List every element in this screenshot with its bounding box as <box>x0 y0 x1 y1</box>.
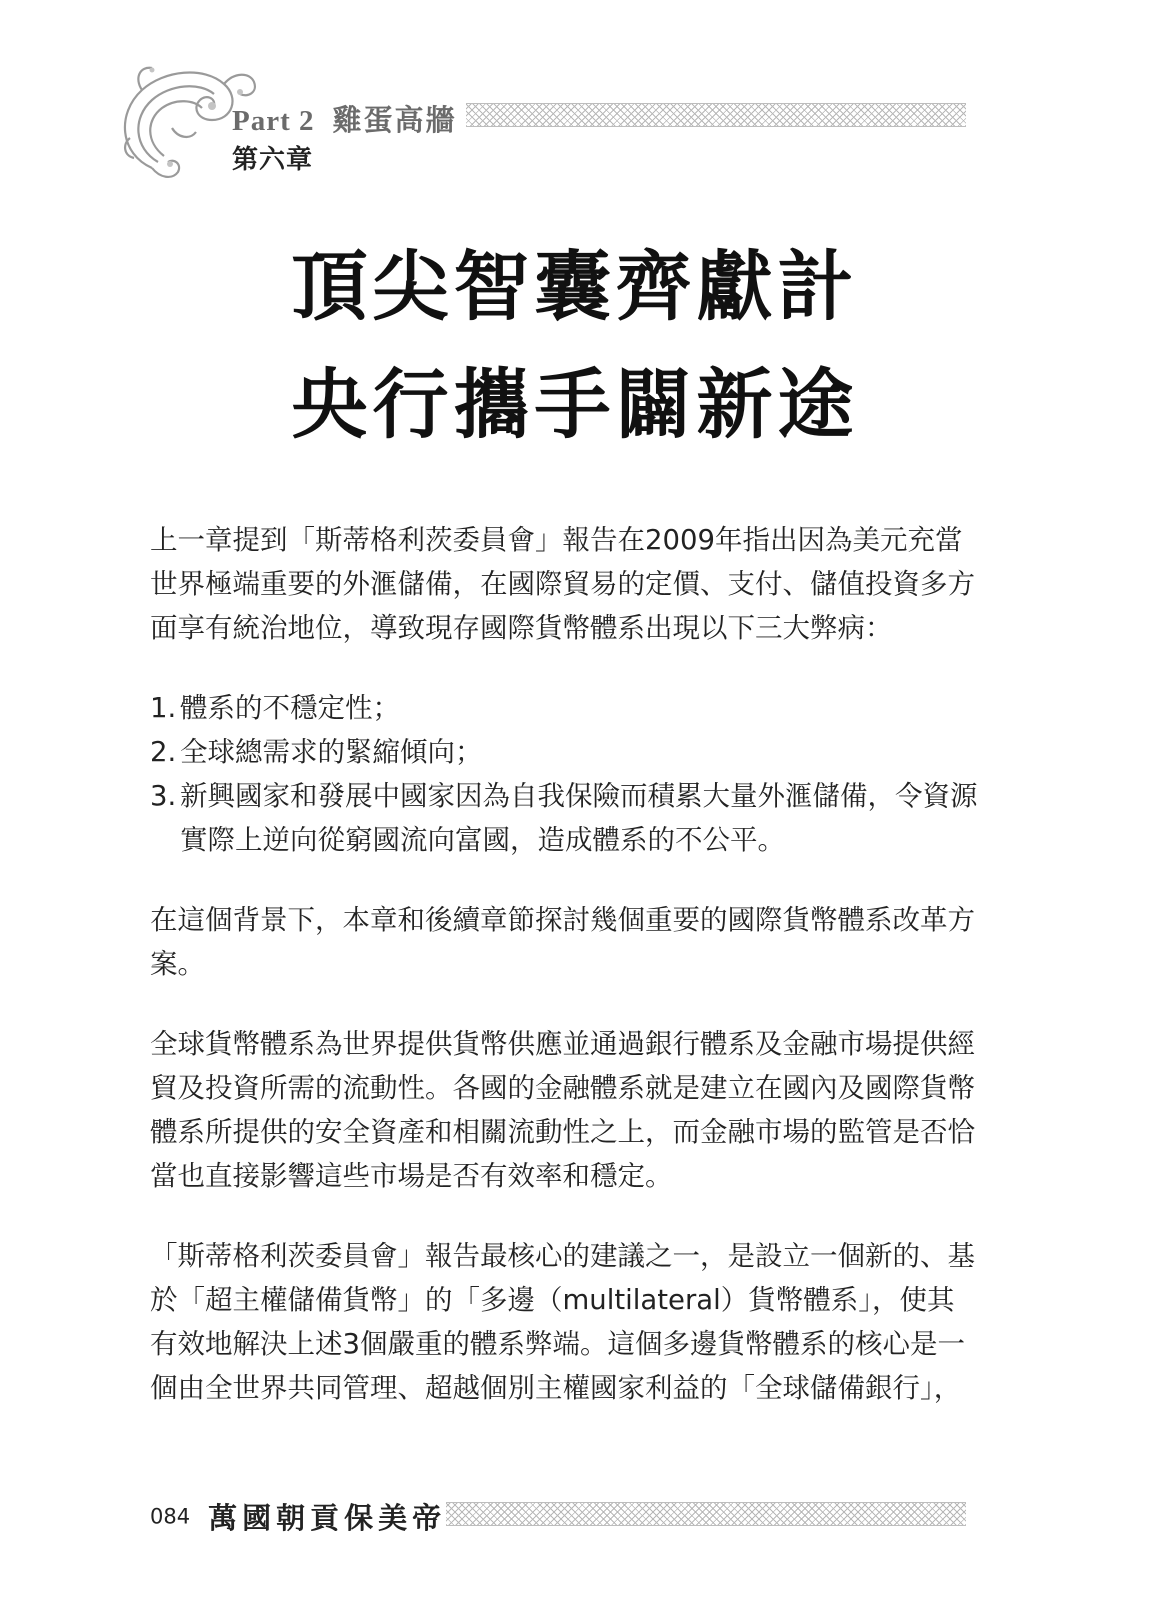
problem-list <box>150 686 980 862</box>
chapter-title-line-1: 頂尖智囊齊獻計 <box>291 242 859 331</box>
body-text <box>150 518 980 1446</box>
chapter-label: 第六章 <box>232 145 314 175</box>
paragraph-4: 「斯蒂格利茨委員會」報告最核心的建議之一，是設立一個新的、基於「超主權儲備貨幣」的「多邊（multilateral）貨幣體系」，使其有效地解決上述3個嚴重的體系弊端。這個多邊貨幣體系的核心是一個由全世界共同管理、超越個別主權國家利益的「全球儲備銀行」， <box>150 1240 975 1404</box>
list-item-number: 3. <box>150 780 177 812</box>
list-item-text: 全球總需求的緊縮傾向； <box>180 736 483 768</box>
list-item-text: 體系的不穩定性； <box>180 692 400 724</box>
list-item <box>150 774 980 862</box>
part-label: Part 2 <box>232 105 315 137</box>
paragraph-1: 上一章提到「斯蒂格利茨委員會」報告在2009年指出因為美元充當世界極端重要的外滙儲備，在國際貿易的定價、支付、儲值投資多方面享有統治地位，導致現存國際貨幣體系出現以下三大弊病： <box>150 524 975 644</box>
list-item <box>150 686 980 730</box>
list-item-number: 1. <box>150 692 177 724</box>
header-decorative-band <box>466 103 966 127</box>
chapter-title <box>0 228 1150 464</box>
chapter-title-line-2: 央行攜手闢新途 <box>291 360 859 449</box>
part-title: 雞蛋高牆 <box>332 103 457 137</box>
part-heading <box>232 98 457 139</box>
list-item-number: 2. <box>150 736 177 768</box>
page-number: 084 <box>150 1504 191 1529</box>
list-item <box>150 730 980 774</box>
paragraph-3: 全球貨幣體系為世界提供貨幣供應並通過銀行體系及金融市場提供經貿及投資所需的流動性。各國的金融體系就是建立在國內及國際貨幣體系所提供的安全資產和相關流動性之上，而金融市場的監管是否恰當也直接影響這些市場是否有效率和穩定。 <box>150 1028 975 1192</box>
footer-decorative-band <box>446 1502 966 1526</box>
list-item-text: 新興國家和發展中國家因為自我保險而積累大量外滙儲備，令資源實際上逆向從窮國流向富國，造成體系的不公平。 <box>180 780 978 856</box>
page-footer <box>150 1496 446 1537</box>
paragraph-2: 在這個背景下，本章和後續章節探討幾個重要的國際貨幣體系改革方案。 <box>150 904 975 980</box>
book-title: 萬國朝貢保美帝 <box>208 1501 447 1535</box>
